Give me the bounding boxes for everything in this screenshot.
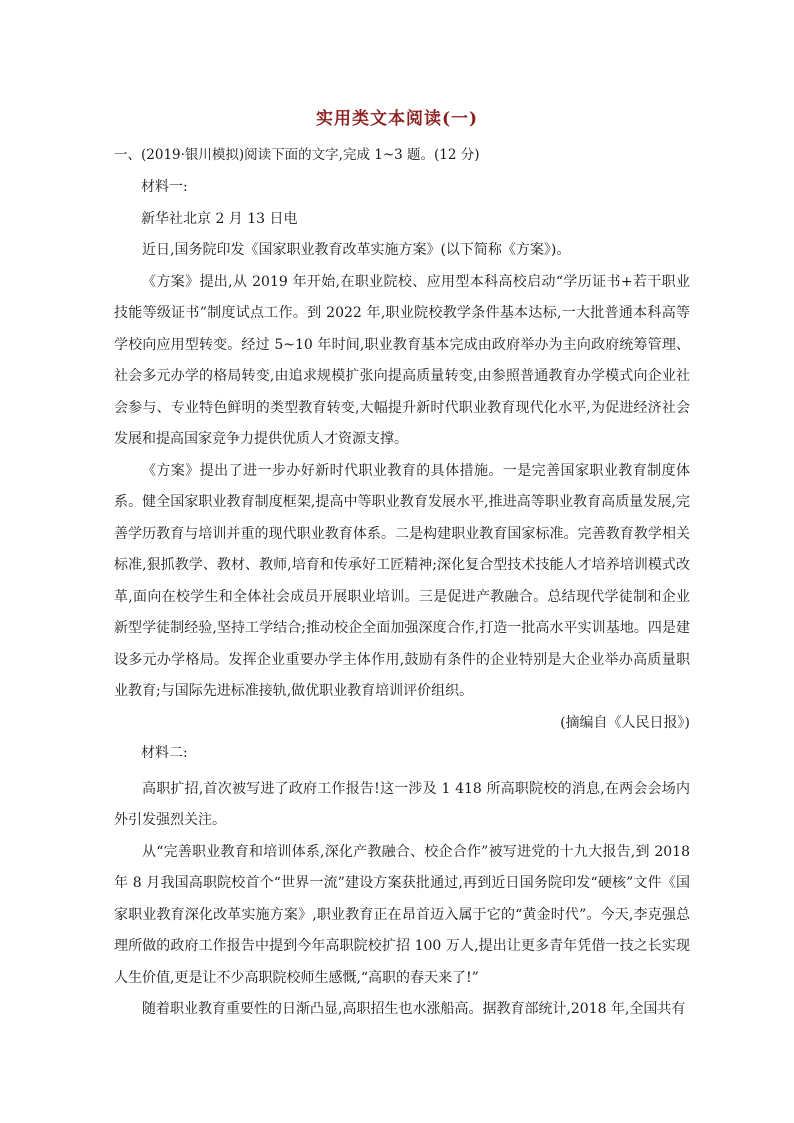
material-one-dateline: 新华社北京 2 月 13 日电 [141, 211, 298, 227]
material-one-source: (摘编自《人民日报》) [560, 714, 690, 731]
material-one-paragraph: 《方案》提出了进一步办好新时代职业教育的具体措施。一是完善国家职业教育制度体系。健全国家职业教育制度框架,提高中等职业教育发展水平,推进高等职业教育高质量发展,完善学历教育与培训并重的现代职业教育体系。二是构建职业教育国家标准。完善教育教学相关标准,狠抓教学、教材、教师,培育和传承好工匠精神;深化复合型技术技能人才培养培训模式改革,面向在校学生和全体社会成员开展职业培训。三是促进产教融合。总结现代学徒制和企业新型学徒制经验,坚持工学结合;推动校企全面加强深度合作,打造一批高水平实训基地。四是建设多元办学格局。发挥企业重要办学主体作用,鼓励有条件的企业特别是大企业举办高质量职业教育;与国际先进标准接轨,做优职业教育培训评价组织。 [114, 462, 690, 699]
material-one-paragraph: 《方案》提出,从 2019 年开始,在职业院校、应用型本科高校启动“学历证书+若干职业技能等级证书”制度试点工作。到 2022 年,职业院校教学条件基本达标,一大批普通本科高等学校向应用型转变。经过 5~10 年时间,职业教育基本完成由政府举办为主向政府统筹管理、社会多元办学的格局转变,由追求规模扩张向提高质量转变,由参照普通教育办学模式向企业社会参与、专业特色鲜明的类型教育转变,大幅提升新时代职业教育现代化水平,为促进经济社会发展和提高国家竞争力提供优质人才资源支撑。 [114, 273, 690, 447]
material-two-label: 材料二: [141, 744, 188, 761]
material-two-paragraph: 随着职业教育重要性的日渐凸显,高职招生也水涨船高。据教育部统计,2018 年,全国共有 [142, 1001, 686, 1017]
material-one-paragraph: 近日,国务院印发《国家职业教育改革实施方案》(以下简称《方案》)。 [142, 242, 571, 258]
material-two-paragraph: 高职扩招,首次被写进了政府工作报告!这一涉及 1 418 所高职院校的消息,在两会会场内外引发强烈关注。 [114, 780, 690, 828]
document-body [114, 144, 690, 1026]
question-instruction: 一、(2019·银川模拟)阅读下面的文字,完成 1~3 题。(12 分) [114, 147, 480, 163]
material-one-label: 材料一: [141, 179, 188, 195]
material-two-paragraph: 从“完善职业教育和培训体系,深化产教融合、校企合作”被写进党的十九大报告,到 2018 年 8 月我国高职院校首个“世界一流”建设方案获批通过,再到近日国务院印发“硬核”文件《国家职业教育深化改革实施方案》,职业教育正在昂首迈入属于它的“黄金时代”。今天,李克强总理所做的政府工作报告中提到今年高职院校扩招 100 万人,提出让更多青年凭借一技之长实现人生价值,更是让不少高职院校师生感慨,“高职的春天来了!” [114, 843, 690, 986]
page-title: 实用类文本阅读(一) [315, 109, 479, 129]
